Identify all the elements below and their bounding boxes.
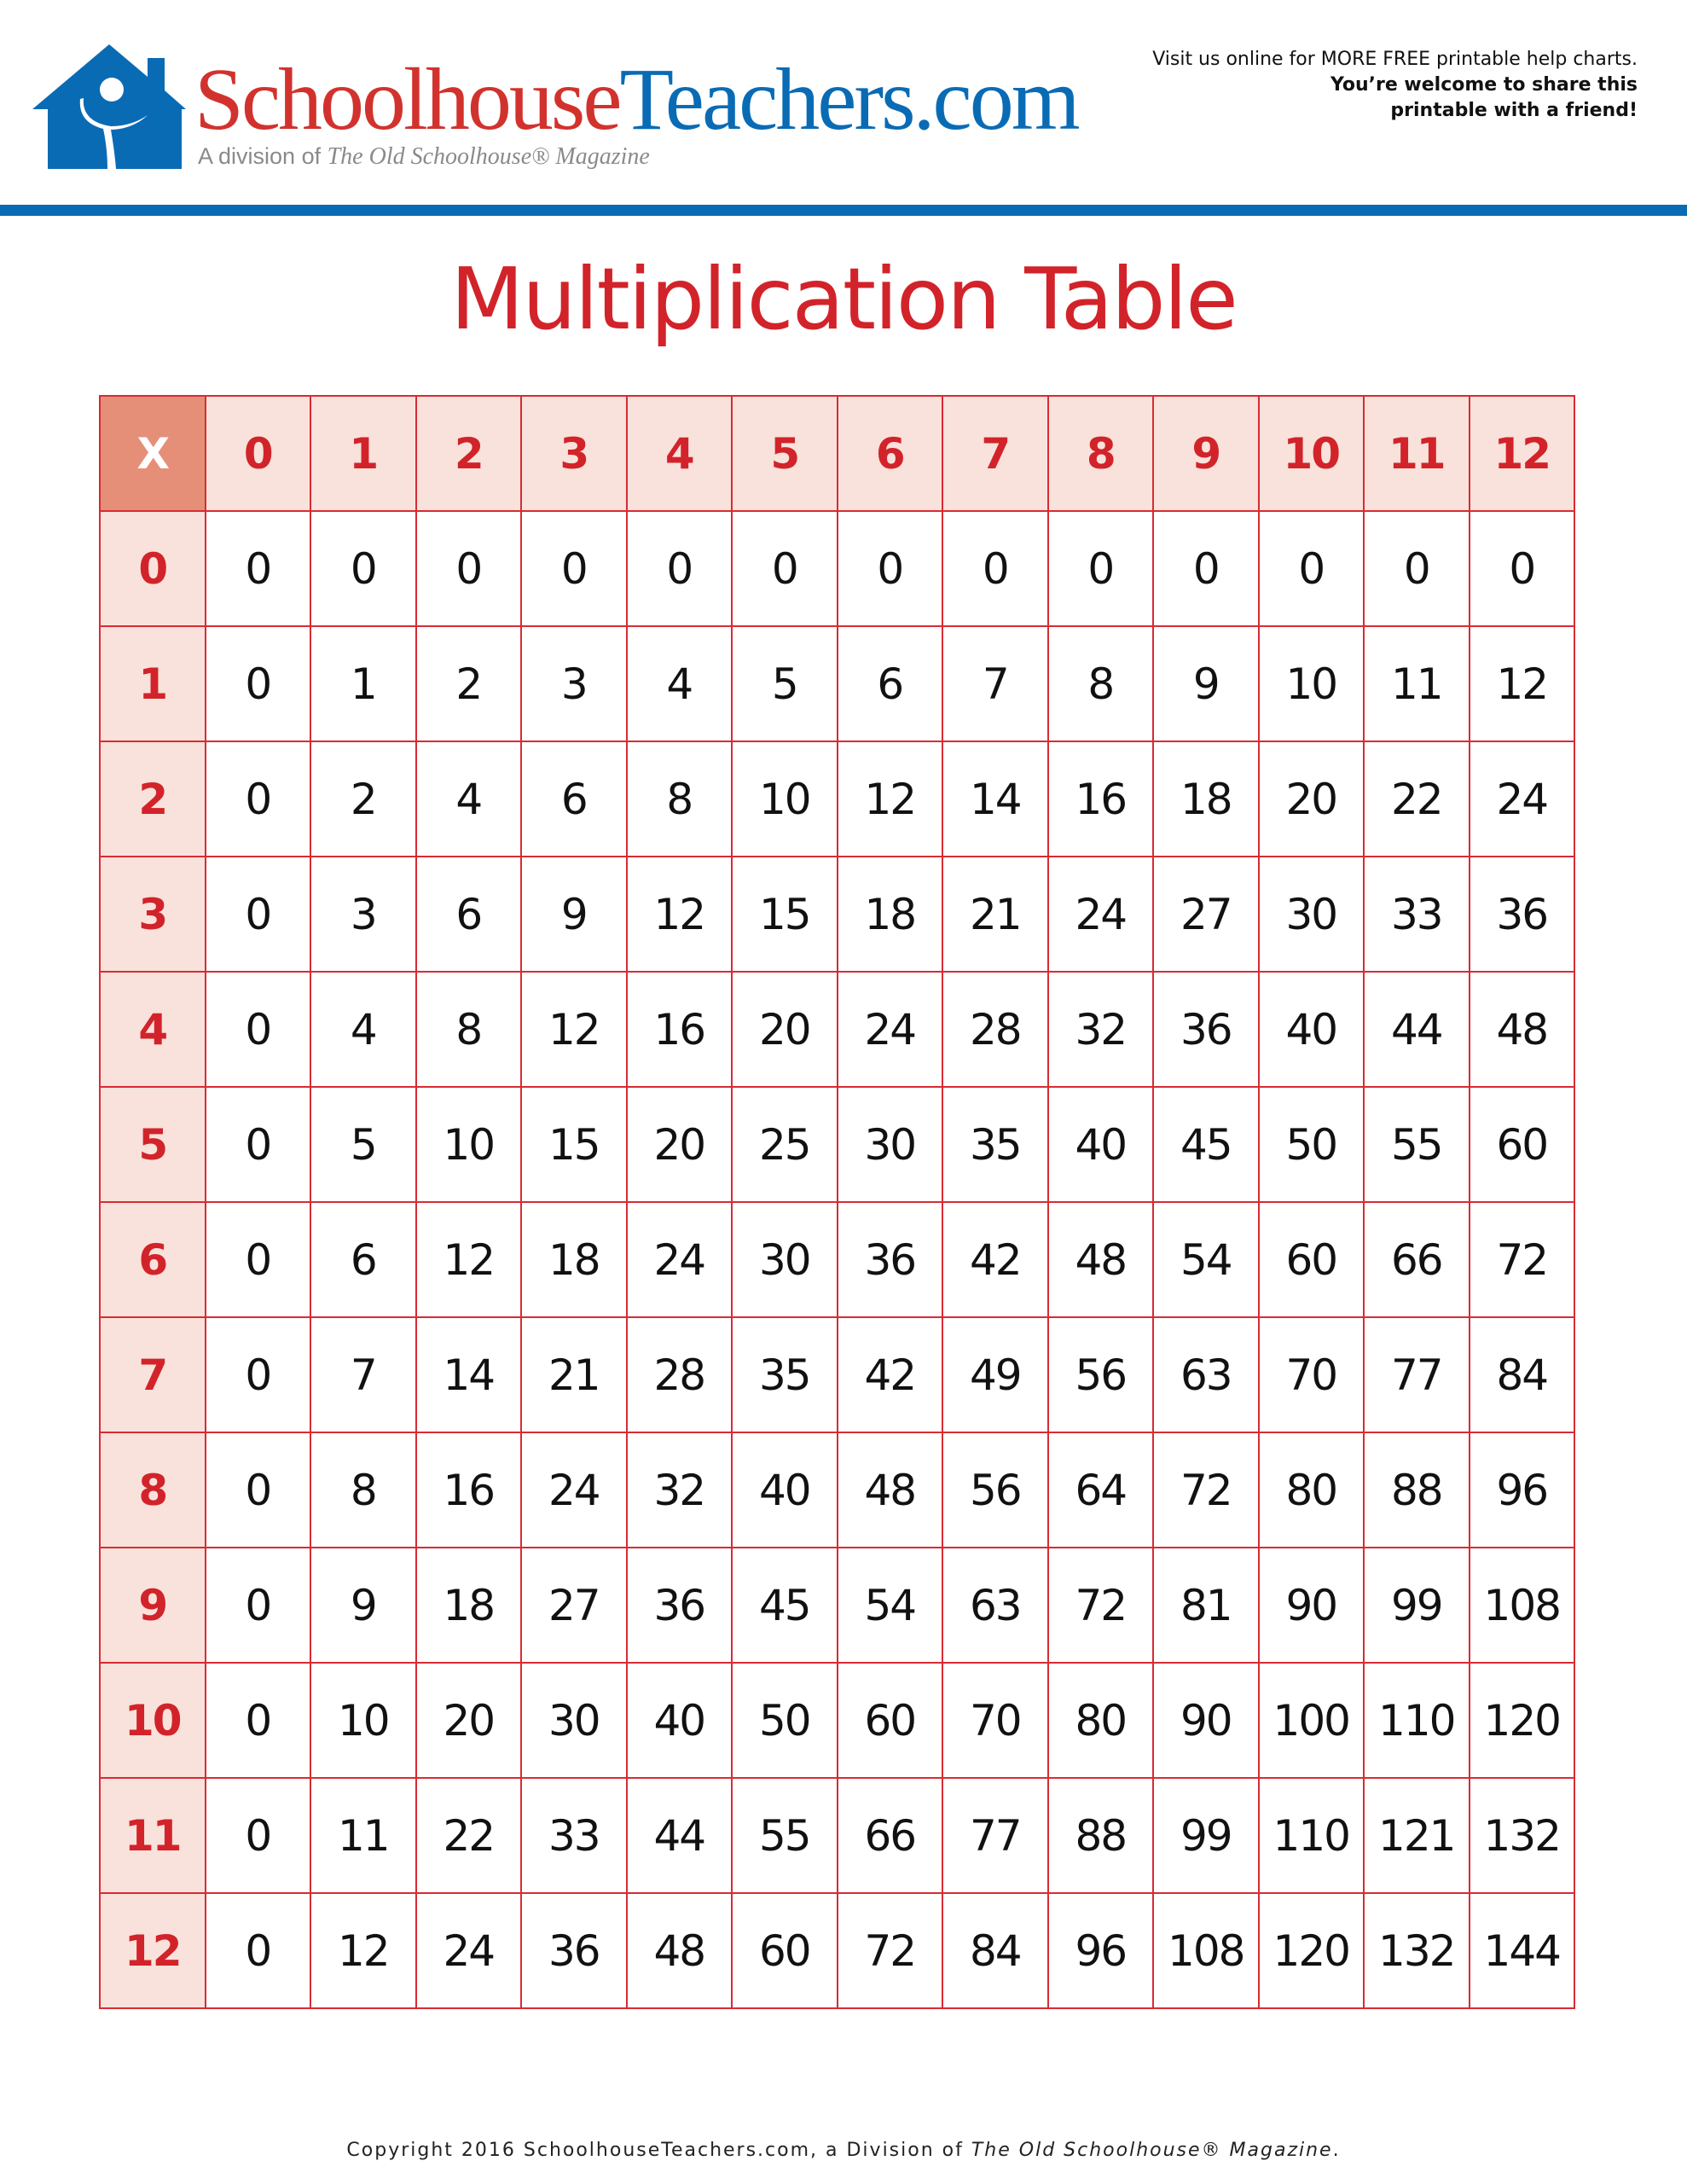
product-cell: 60 — [1470, 1087, 1575, 1202]
product-cell: 18 — [416, 1548, 522, 1663]
product-cell: 54 — [1153, 1202, 1259, 1317]
column-header: 4 — [627, 396, 733, 511]
product-cell: 0 — [1153, 511, 1259, 626]
product-cell: 3 — [310, 857, 416, 972]
product-cell: 21 — [521, 1317, 627, 1432]
product-cell: 4 — [627, 626, 733, 741]
product-cell: 132 — [1470, 1778, 1575, 1893]
table-row — [100, 741, 1574, 857]
product-cell: 24 — [1048, 857, 1154, 972]
table-row — [100, 1778, 1574, 1893]
table-row — [100, 1202, 1574, 1317]
row-header: 6 — [100, 1202, 206, 1317]
column-header: 10 — [1259, 396, 1365, 511]
product-cell: 0 — [206, 1778, 311, 1893]
product-cell: 15 — [732, 857, 838, 972]
product-cell: 0 — [1259, 511, 1365, 626]
product-cell: 77 — [1364, 1317, 1470, 1432]
table-row — [100, 857, 1574, 972]
table-row — [100, 1087, 1574, 1202]
row-header: 8 — [100, 1432, 206, 1548]
product-cell: 10 — [310, 1663, 416, 1778]
product-cell: 0 — [732, 511, 838, 626]
product-cell: 44 — [1364, 972, 1470, 1087]
promo-line-2: You’re welcome to share this — [1330, 74, 1638, 96]
header-row — [100, 396, 1574, 511]
product-cell: 40 — [627, 1663, 733, 1778]
product-cell: 21 — [942, 857, 1048, 972]
product-cell: 70 — [942, 1663, 1048, 1778]
product-cell: 2 — [310, 741, 416, 857]
product-cell: 0 — [206, 857, 311, 972]
table-row — [100, 511, 1574, 626]
corner-cell: X — [100, 396, 206, 511]
row-header: 4 — [100, 972, 206, 1087]
product-cell: 7 — [310, 1317, 416, 1432]
product-cell: 9 — [310, 1548, 416, 1663]
product-cell: 55 — [1364, 1087, 1470, 1202]
column-header: 5 — [732, 396, 838, 511]
page-title: Multiplication Table — [450, 249, 1237, 349]
brand-part-schoolhouse: Schoolhouse — [194, 50, 620, 148]
product-cell: 22 — [1364, 741, 1470, 857]
product-cell: 144 — [1470, 1893, 1575, 2008]
product-cell: 8 — [416, 972, 522, 1087]
product-cell: 0 — [1364, 511, 1470, 626]
product-cell: 49 — [942, 1317, 1048, 1432]
product-cell: 7 — [942, 626, 1048, 741]
product-cell: 100 — [1259, 1663, 1365, 1778]
product-cell: 16 — [416, 1432, 522, 1548]
column-header: 3 — [521, 396, 627, 511]
row-header: 0 — [100, 511, 206, 626]
product-cell: 18 — [1153, 741, 1259, 857]
header-divider — [0, 205, 1687, 216]
product-cell: 96 — [1048, 1893, 1154, 2008]
product-cell: 60 — [732, 1893, 838, 2008]
row-header: 3 — [100, 857, 206, 972]
product-cell: 121 — [1364, 1778, 1470, 1893]
product-cell: 6 — [416, 857, 522, 972]
table-row — [100, 1317, 1574, 1432]
product-cell: 24 — [838, 972, 943, 1087]
product-cell: 0 — [206, 1087, 311, 1202]
promo-line-1: Visit us online for MORE FREE printable help charts. — [1152, 49, 1638, 70]
product-cell: 48 — [1048, 1202, 1154, 1317]
row-header: 1 — [100, 626, 206, 741]
product-cell: 4 — [310, 972, 416, 1087]
house-with-figure-icon — [32, 43, 186, 171]
product-cell: 36 — [627, 1548, 733, 1663]
product-cell: 99 — [1364, 1548, 1470, 1663]
product-cell: 30 — [521, 1663, 627, 1778]
column-header: 8 — [1048, 396, 1154, 511]
product-cell: 22 — [416, 1778, 522, 1893]
column-header: 9 — [1153, 396, 1259, 511]
product-cell: 14 — [942, 741, 1048, 857]
product-cell: 40 — [1259, 972, 1365, 1087]
tagline-magazine: The Old Schoolhouse® Magazine — [327, 143, 650, 170]
row-header: 12 — [100, 1893, 206, 2008]
product-cell: 30 — [1259, 857, 1365, 972]
tagline-prefix: A division of — [198, 143, 328, 169]
product-cell: 0 — [521, 511, 627, 626]
product-cell: 70 — [1259, 1317, 1365, 1432]
product-cell: 8 — [1048, 626, 1154, 741]
product-cell: 50 — [1259, 1087, 1365, 1202]
product-cell: 27 — [1153, 857, 1259, 972]
product-cell: 12 — [838, 741, 943, 857]
product-cell: 42 — [838, 1317, 943, 1432]
product-cell: 6 — [310, 1202, 416, 1317]
column-header: 2 — [416, 396, 522, 511]
product-cell: 14 — [416, 1317, 522, 1432]
product-cell: 36 — [1470, 857, 1575, 972]
product-cell: 0 — [1470, 511, 1575, 626]
product-cell: 48 — [1470, 972, 1575, 1087]
product-cell: 90 — [1153, 1663, 1259, 1778]
product-cell: 4 — [416, 741, 522, 857]
product-cell: 64 — [1048, 1432, 1154, 1548]
table-row — [100, 1663, 1574, 1778]
product-cell: 28 — [627, 1317, 733, 1432]
product-cell: 6 — [838, 626, 943, 741]
product-cell: 40 — [732, 1432, 838, 1548]
product-cell: 20 — [732, 972, 838, 1087]
product-cell: 18 — [838, 857, 943, 972]
row-header: 7 — [100, 1317, 206, 1432]
column-header: 7 — [942, 396, 1048, 511]
product-cell: 56 — [942, 1432, 1048, 1548]
product-cell: 0 — [1048, 511, 1154, 626]
product-cell: 0 — [206, 1663, 311, 1778]
product-cell: 0 — [206, 972, 311, 1087]
product-cell: 12 — [1470, 626, 1575, 741]
product-cell: 110 — [1364, 1663, 1470, 1778]
product-cell: 88 — [1048, 1778, 1154, 1893]
product-cell: 42 — [942, 1202, 1048, 1317]
product-cell: 16 — [627, 972, 733, 1087]
product-cell: 56 — [1048, 1317, 1154, 1432]
product-cell: 10 — [1259, 626, 1365, 741]
brand-tagline — [198, 143, 650, 171]
product-cell: 12 — [627, 857, 733, 972]
product-cell: 0 — [206, 626, 311, 741]
product-cell: 48 — [838, 1432, 943, 1548]
product-cell: 0 — [627, 511, 733, 626]
product-cell: 60 — [1259, 1202, 1365, 1317]
product-cell: 66 — [1364, 1202, 1470, 1317]
product-cell: 10 — [732, 741, 838, 857]
multiplication-table — [99, 395, 1575, 2009]
column-header: 12 — [1470, 396, 1575, 511]
product-cell: 12 — [310, 1893, 416, 2008]
footer-magazine: The Old Schoolhouse® Magazine — [971, 2140, 1333, 2161]
product-cell: 77 — [942, 1778, 1048, 1893]
product-cell: 20 — [1259, 741, 1365, 857]
product-cell: 72 — [838, 1893, 943, 2008]
product-cell: 0 — [206, 511, 311, 626]
column-header: 6 — [838, 396, 943, 511]
copyright-footer — [0, 2140, 1687, 2161]
product-cell: 12 — [416, 1202, 522, 1317]
product-cell: 50 — [732, 1663, 838, 1778]
table-row — [100, 1548, 1574, 1663]
row-header: 2 — [100, 741, 206, 857]
product-cell: 66 — [838, 1778, 943, 1893]
product-cell: 33 — [1364, 857, 1470, 972]
product-cell: 45 — [1153, 1087, 1259, 1202]
product-cell: 36 — [838, 1202, 943, 1317]
column-header: 11 — [1364, 396, 1470, 511]
product-cell: 0 — [206, 741, 311, 857]
product-cell: 30 — [732, 1202, 838, 1317]
product-cell: 48 — [627, 1893, 733, 2008]
row-header: 5 — [100, 1087, 206, 1202]
product-cell: 35 — [942, 1087, 1048, 1202]
product-cell: 25 — [732, 1087, 838, 1202]
column-header: 1 — [310, 396, 416, 511]
product-cell: 10 — [416, 1087, 522, 1202]
product-cell: 90 — [1259, 1548, 1365, 1663]
product-cell: 108 — [1153, 1893, 1259, 2008]
product-cell: 24 — [627, 1202, 733, 1317]
product-cell: 99 — [1153, 1778, 1259, 1893]
row-header: 10 — [100, 1663, 206, 1778]
product-cell: 9 — [521, 857, 627, 972]
product-cell: 12 — [521, 972, 627, 1087]
product-cell: 32 — [1048, 972, 1154, 1087]
product-cell: 60 — [838, 1663, 943, 1778]
product-cell: 108 — [1470, 1548, 1575, 1663]
product-cell: 27 — [521, 1548, 627, 1663]
product-cell: 80 — [1048, 1663, 1154, 1778]
product-cell: 44 — [627, 1778, 733, 1893]
product-cell: 20 — [416, 1663, 522, 1778]
product-cell: 1 — [310, 626, 416, 741]
product-cell: 5 — [310, 1087, 416, 1202]
product-cell: 8 — [310, 1432, 416, 1548]
promo-line-3: printable with a friend! — [1390, 100, 1638, 121]
product-cell: 3 — [521, 626, 627, 741]
product-cell: 120 — [1470, 1663, 1575, 1778]
product-cell: 110 — [1259, 1778, 1365, 1893]
product-cell: 72 — [1153, 1432, 1259, 1548]
row-header: 9 — [100, 1548, 206, 1663]
product-cell: 35 — [732, 1317, 838, 1432]
product-cell: 96 — [1470, 1432, 1575, 1548]
table-row — [100, 1432, 1574, 1548]
product-cell: 5 — [732, 626, 838, 741]
product-cell: 24 — [521, 1432, 627, 1548]
product-cell: 0 — [416, 511, 522, 626]
product-cell: 11 — [310, 1778, 416, 1893]
product-cell: 0 — [206, 1548, 311, 1663]
product-cell: 6 — [521, 741, 627, 857]
table-row — [100, 1893, 1574, 2008]
product-cell: 8 — [627, 741, 733, 857]
product-cell: 36 — [521, 1893, 627, 2008]
row-header: 11 — [100, 1778, 206, 1893]
product-cell: 20 — [627, 1087, 733, 1202]
product-cell: 9 — [1153, 626, 1259, 741]
product-cell: 0 — [206, 1432, 311, 1548]
product-cell: 0 — [206, 1893, 311, 2008]
brand-wordmark — [194, 50, 1078, 148]
column-header: 0 — [206, 396, 311, 511]
product-cell: 11 — [1364, 626, 1470, 741]
product-cell: 0 — [206, 1317, 311, 1432]
product-cell: 0 — [206, 1202, 311, 1317]
product-cell: 24 — [1470, 741, 1575, 857]
product-cell: 63 — [942, 1548, 1048, 1663]
brand-part-teachers: Teachers.com — [619, 50, 1078, 148]
footer-suffix: . — [1332, 2140, 1341, 2161]
product-cell: 24 — [416, 1893, 522, 2008]
product-cell: 55 — [732, 1778, 838, 1893]
product-cell: 15 — [521, 1087, 627, 1202]
product-cell: 45 — [732, 1548, 838, 1663]
product-cell: 81 — [1153, 1548, 1259, 1663]
table-row — [100, 972, 1574, 1087]
product-cell: 72 — [1470, 1202, 1575, 1317]
product-cell: 54 — [838, 1548, 943, 1663]
promo-text — [1152, 47, 1638, 124]
product-cell: 33 — [521, 1778, 627, 1893]
table-row — [100, 626, 1574, 741]
product-cell: 80 — [1259, 1432, 1365, 1548]
product-cell: 63 — [1153, 1317, 1259, 1432]
product-cell: 40 — [1048, 1087, 1154, 1202]
product-cell: 84 — [942, 1893, 1048, 2008]
product-cell: 30 — [838, 1087, 943, 1202]
product-cell: 2 — [416, 626, 522, 741]
product-cell: 120 — [1259, 1893, 1365, 2008]
product-cell: 0 — [310, 511, 416, 626]
product-cell: 88 — [1364, 1432, 1470, 1548]
footer-prefix: Copyright 2016 SchoolhouseTeachers.com, a Division of — [346, 2140, 971, 2161]
product-cell: 32 — [627, 1432, 733, 1548]
product-cell: 132 — [1364, 1893, 1470, 2008]
product-cell: 36 — [1153, 972, 1259, 1087]
product-cell: 72 — [1048, 1548, 1154, 1663]
product-cell: 18 — [521, 1202, 627, 1317]
product-cell: 0 — [942, 511, 1048, 626]
product-cell: 0 — [838, 511, 943, 626]
product-cell: 28 — [942, 972, 1048, 1087]
product-cell: 16 — [1048, 741, 1154, 857]
product-cell: 84 — [1470, 1317, 1575, 1432]
